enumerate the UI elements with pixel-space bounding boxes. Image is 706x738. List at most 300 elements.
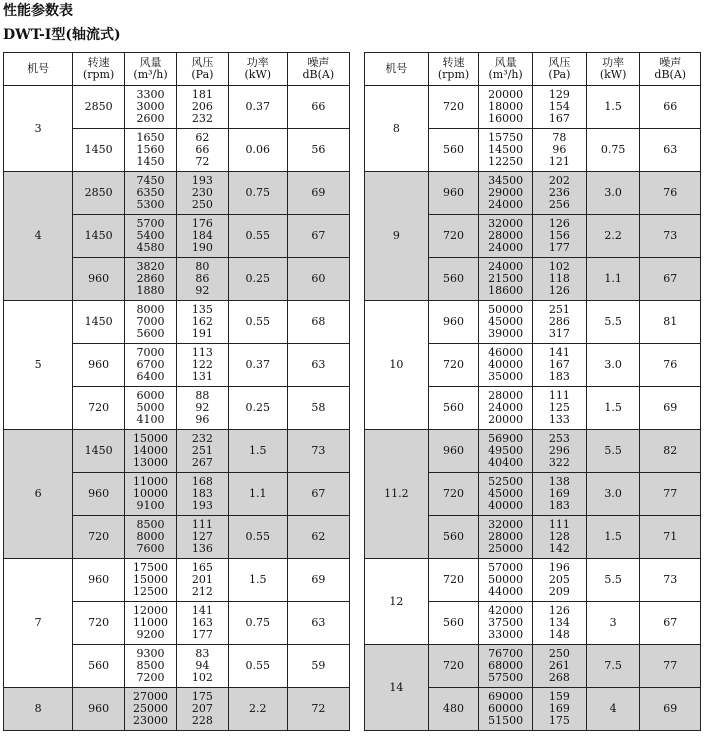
flow-value: 57000 — [488, 561, 524, 574]
noise-cell: 69 — [640, 387, 701, 430]
pressure-value: 317 — [548, 327, 570, 340]
pressure-value: 142 — [548, 542, 570, 555]
pressure-value: 165 — [191, 561, 213, 574]
speed-cell: 960 — [428, 301, 478, 344]
pressure-value: 113 — [191, 346, 213, 359]
pressure-value: 86 — [195, 272, 210, 285]
flow-cell — [479, 387, 533, 430]
model-number-cell: 11.2 — [365, 430, 429, 559]
flow-value: 4100 — [136, 413, 165, 426]
column-header — [365, 53, 429, 86]
flow-value: 25000 — [133, 702, 169, 715]
pressure-value: 125 — [548, 401, 570, 414]
flow-value: 23000 — [133, 714, 169, 727]
pressure-value: 126 — [548, 284, 570, 297]
column-header-unit: dB(A) — [302, 68, 335, 81]
speed-cell: 960 — [73, 473, 125, 516]
flow-value: 7450 — [136, 174, 165, 187]
table-header — [4, 53, 350, 86]
flow-value: 32000 — [488, 217, 524, 230]
speed-cell: 960 — [73, 344, 125, 387]
column-header-label: 转速 — [87, 56, 110, 69]
speed-cell: 560 — [428, 258, 478, 301]
flow-value: 6700 — [136, 358, 165, 371]
pressure-value: 154 — [548, 100, 570, 113]
pressure-value: 177 — [191, 628, 213, 641]
speed-cell: 2850 — [73, 172, 125, 215]
column-header-label: 转速 — [442, 56, 465, 69]
pressure-value: 250 — [191, 198, 213, 211]
power-cell: 0.55 — [228, 516, 287, 559]
pressure-value: 250 — [548, 647, 570, 660]
flow-value: 7200 — [136, 671, 165, 684]
speed-cell: 960 — [73, 258, 125, 301]
table-row — [4, 86, 350, 129]
pressure-value: 135 — [191, 303, 213, 316]
noise-cell: 67 — [287, 473, 349, 516]
pressure-cell — [176, 344, 228, 387]
speed-cell: 720 — [73, 602, 125, 645]
flow-value: 69000 — [488, 690, 524, 703]
flow-cell — [479, 430, 533, 473]
pressure-value: 126 — [548, 604, 570, 617]
flow-cell — [125, 344, 177, 387]
speed-cell: 1450 — [73, 301, 125, 344]
flow-value: 33000 — [488, 628, 524, 641]
flow-value: 45000 — [488, 315, 524, 328]
page-subtitle: DWT-I型(轴流式) — [3, 27, 121, 43]
flow-value: 5700 — [136, 217, 165, 230]
pressure-cell — [532, 688, 586, 731]
pressure-cell — [532, 215, 586, 258]
noise-cell: 77 — [640, 645, 701, 688]
pressure-value: 228 — [191, 714, 213, 727]
flow-value: 35000 — [488, 370, 524, 383]
speed-cell: 2850 — [73, 86, 125, 129]
model-number-cell: 6 — [4, 430, 73, 559]
flow-value: 9200 — [136, 628, 165, 641]
column-header — [479, 53, 533, 86]
flow-value: 18000 — [488, 100, 524, 113]
flow-cell — [125, 688, 177, 731]
power-cell: 0.06 — [228, 129, 287, 172]
speed-cell: 720 — [73, 387, 125, 430]
flow-value: 8000 — [136, 530, 165, 543]
pressure-value: 181 — [191, 88, 213, 101]
pressure-cell — [176, 258, 228, 301]
table-row — [365, 430, 701, 473]
pressure-cell — [176, 645, 228, 688]
model-number-cell: 7 — [4, 559, 73, 688]
speed-cell: 720 — [428, 86, 478, 129]
pressure-value: 296 — [548, 444, 570, 457]
power-cell: 0.75 — [228, 602, 287, 645]
flow-value: 7000 — [136, 346, 165, 359]
speed-cell: 720 — [428, 344, 478, 387]
flow-value: 6400 — [136, 370, 165, 383]
noise-cell: 66 — [640, 86, 701, 129]
flow-cell — [125, 86, 177, 129]
speed-cell: 1450 — [73, 129, 125, 172]
flow-value: 40000 — [488, 358, 524, 371]
pressure-value: 126 — [548, 217, 570, 230]
pressure-cell — [176, 602, 228, 645]
power-cell: 0.55 — [228, 301, 287, 344]
column-header-unit: (m³/h) — [133, 68, 168, 81]
noise-cell: 69 — [287, 559, 349, 602]
noise-cell: 69 — [287, 172, 349, 215]
noise-cell: 56 — [287, 129, 349, 172]
pressure-value: 183 — [548, 370, 570, 383]
flow-value: 3820 — [136, 260, 165, 273]
flow-cell — [125, 516, 177, 559]
noise-cell: 67 — [640, 602, 701, 645]
pressure-value: 209 — [548, 585, 570, 598]
speed-cell: 720 — [73, 516, 125, 559]
power-cell: 0.25 — [228, 387, 287, 430]
flow-value: 56900 — [488, 432, 524, 445]
pressure-value: 206 — [191, 100, 213, 113]
pressure-value: 184 — [191, 229, 213, 242]
flow-value: 8000 — [136, 303, 165, 316]
flow-value: 15000 — [133, 432, 169, 445]
spec-table-left — [3, 52, 350, 731]
pressure-value: 183 — [191, 487, 213, 500]
flow-value: 6350 — [136, 186, 165, 199]
flow-cell — [479, 344, 533, 387]
pressure-value: 191 — [191, 327, 213, 340]
column-header-label: 风量 — [139, 56, 162, 69]
power-cell: 1.1 — [228, 473, 287, 516]
pressure-cell — [532, 602, 586, 645]
pressure-value: 136 — [191, 542, 213, 555]
speed-cell: 560 — [428, 387, 478, 430]
noise-cell: 77 — [640, 473, 701, 516]
flow-cell — [479, 473, 533, 516]
flow-value: 27000 — [133, 690, 169, 703]
flow-value: 1450 — [136, 155, 165, 168]
pressure-value: 163 — [191, 616, 213, 629]
pressure-value: 138 — [548, 475, 570, 488]
model-number-cell: 5 — [4, 301, 73, 430]
pressure-value: 141 — [191, 604, 213, 617]
pressure-value: 131 — [191, 370, 213, 383]
power-cell: 0.75 — [586, 129, 640, 172]
pressure-value: 111 — [191, 518, 213, 531]
pressure-value: 177 — [548, 241, 570, 254]
power-cell: 3 — [586, 602, 640, 645]
speed-cell: 560 — [428, 129, 478, 172]
speed-cell: 960 — [428, 430, 478, 473]
pressure-cell — [532, 344, 586, 387]
column-header-unit: dB(A) — [654, 68, 687, 81]
pressure-cell — [176, 473, 228, 516]
pressure-value: 94 — [195, 659, 210, 672]
pressure-value: 127 — [191, 530, 213, 543]
pressure-value: 193 — [191, 174, 213, 187]
flow-cell — [125, 301, 177, 344]
flow-cell — [125, 215, 177, 258]
flow-cell — [479, 516, 533, 559]
column-header-unit: (kW) — [244, 68, 272, 81]
flow-value: 12000 — [133, 604, 169, 617]
flow-value: 28000 — [488, 389, 524, 402]
noise-cell: 81 — [640, 301, 701, 344]
table-body — [4, 86, 350, 731]
flow-cell — [479, 301, 533, 344]
speed-cell: 1450 — [73, 215, 125, 258]
flow-value: 46000 — [488, 346, 524, 359]
flow-value: 14500 — [488, 143, 524, 156]
flow-value: 5300 — [136, 198, 165, 211]
flow-value: 12500 — [133, 585, 169, 598]
flow-value: 25000 — [488, 542, 524, 555]
power-cell: 0.37 — [228, 86, 287, 129]
flow-value: 68000 — [488, 659, 524, 672]
flow-value: 7600 — [136, 542, 165, 555]
table-header — [365, 53, 701, 86]
table-row — [4, 172, 350, 215]
pressure-value: 128 — [548, 530, 570, 543]
noise-cell: 71 — [640, 516, 701, 559]
noise-cell: 63 — [640, 129, 701, 172]
flow-cell — [479, 258, 533, 301]
pressure-value: 92 — [195, 401, 210, 414]
flow-value: 2860 — [136, 272, 165, 285]
flow-value: 24000 — [488, 260, 524, 273]
speed-cell: 960 — [428, 172, 478, 215]
column-header — [640, 53, 701, 86]
power-cell: 3.0 — [586, 473, 640, 516]
pressure-value: 205 — [548, 573, 570, 586]
pressure-value: 261 — [548, 659, 570, 672]
model-number-cell: 3 — [4, 86, 73, 172]
flow-value: 4580 — [136, 241, 165, 254]
flow-value: 52500 — [488, 475, 524, 488]
noise-cell: 60 — [287, 258, 349, 301]
column-header — [228, 53, 287, 86]
pressure-value: 193 — [191, 499, 213, 512]
model-number-cell: 9 — [365, 172, 429, 301]
power-cell: 5.5 — [586, 559, 640, 602]
flow-value: 32000 — [488, 518, 524, 531]
pressure-value: 88 — [195, 389, 210, 402]
flow-value: 9100 — [136, 499, 165, 512]
flow-value: 44000 — [488, 585, 524, 598]
flow-value: 11000 — [133, 616, 169, 629]
table-row — [365, 172, 701, 215]
flow-value: 8500 — [136, 518, 165, 531]
column-header-unit: (rpm) — [437, 68, 470, 81]
pressure-cell — [532, 172, 586, 215]
pressure-value: 268 — [548, 671, 570, 684]
pressure-cell — [176, 129, 228, 172]
flow-value: 9300 — [136, 647, 165, 660]
flow-value: 37500 — [488, 616, 524, 629]
column-header — [428, 53, 478, 86]
flow-value: 1560 — [136, 143, 165, 156]
power-cell: 1.1 — [586, 258, 640, 301]
column-header-label: 噪声 — [659, 56, 682, 69]
noise-cell: 67 — [287, 215, 349, 258]
flow-cell — [479, 688, 533, 731]
flow-value: 42000 — [488, 604, 524, 617]
pressure-cell — [176, 688, 228, 731]
speed-cell: 720 — [428, 215, 478, 258]
pressure-value: 176 — [191, 217, 213, 230]
pressure-value: 251 — [191, 444, 213, 457]
table-row — [365, 301, 701, 344]
power-cell: 0.25 — [228, 258, 287, 301]
pressure-value: 92 — [195, 284, 210, 297]
noise-cell: 63 — [287, 602, 349, 645]
pressure-value: 80 — [195, 260, 210, 273]
pressure-value: 322 — [548, 456, 570, 469]
flow-value: 20000 — [488, 88, 524, 101]
column-header-label: 机号 — [385, 62, 408, 75]
pressure-value: 72 — [195, 155, 210, 168]
column-header-unit: (Pa) — [548, 68, 571, 81]
noise-cell: 67 — [640, 258, 701, 301]
flow-value: 3300 — [136, 88, 165, 101]
pressure-value: 212 — [191, 585, 213, 598]
flow-value: 2600 — [136, 112, 165, 125]
flow-value: 24000 — [488, 241, 524, 254]
power-cell: 7.5 — [586, 645, 640, 688]
noise-cell: 73 — [640, 215, 701, 258]
power-cell: 5.5 — [586, 430, 640, 473]
pressure-value: 66 — [195, 143, 210, 156]
flow-cell — [125, 602, 177, 645]
power-cell: 0.55 — [228, 215, 287, 258]
column-header-unit: (m³/h) — [488, 68, 523, 81]
noise-cell: 76 — [640, 172, 701, 215]
pressure-value: 232 — [191, 432, 213, 445]
column-header-label: 风压 — [191, 56, 214, 69]
column-header-label: 风量 — [494, 56, 517, 69]
pressure-value: 118 — [548, 272, 570, 285]
speed-cell: 960 — [73, 688, 125, 731]
noise-cell: 59 — [287, 645, 349, 688]
pressure-value: 236 — [548, 186, 570, 199]
table-body — [365, 86, 701, 731]
flow-value: 1650 — [136, 131, 165, 144]
table-row — [365, 645, 701, 688]
flow-value: 5000 — [136, 401, 165, 414]
pressure-cell — [176, 559, 228, 602]
column-header-label: 噪声 — [307, 56, 330, 69]
pressure-value: 122 — [191, 358, 213, 371]
pressure-value: 230 — [191, 186, 213, 199]
noise-cell: 68 — [287, 301, 349, 344]
model-number-cell: 10 — [365, 301, 429, 430]
pressure-cell — [532, 516, 586, 559]
column-header — [4, 53, 73, 86]
pressure-value: 134 — [548, 616, 570, 629]
noise-cell: 66 — [287, 86, 349, 129]
pressure-value: 121 — [548, 155, 570, 168]
speed-cell: 560 — [428, 602, 478, 645]
flow-cell — [479, 559, 533, 602]
noise-cell: 73 — [640, 559, 701, 602]
pressure-value: 148 — [548, 628, 570, 641]
speed-cell: 1450 — [73, 430, 125, 473]
model-number-cell: 14 — [365, 645, 429, 731]
flow-value: 76700 — [488, 647, 524, 660]
pressure-cell — [532, 430, 586, 473]
flow-cell — [125, 258, 177, 301]
model-number-cell: 8 — [365, 86, 429, 172]
pressure-cell — [176, 86, 228, 129]
pressure-value: 253 — [548, 432, 570, 445]
noise-cell: 62 — [287, 516, 349, 559]
flow-cell — [125, 645, 177, 688]
flow-cell — [479, 172, 533, 215]
pressure-value: 159 — [548, 690, 570, 703]
flow-cell — [125, 129, 177, 172]
pressure-value: 202 — [548, 174, 570, 187]
flow-value: 29000 — [488, 186, 524, 199]
noise-cell: 82 — [640, 430, 701, 473]
column-header — [176, 53, 228, 86]
pressure-value: 201 — [191, 573, 213, 586]
flow-value: 34500 — [488, 174, 524, 187]
flow-value: 15000 — [133, 573, 169, 586]
table-row — [4, 301, 350, 344]
flow-cell — [125, 473, 177, 516]
pressure-value: 232 — [191, 112, 213, 125]
pressure-value: 96 — [195, 413, 210, 426]
pressure-value: 78 — [552, 131, 567, 144]
power-cell: 2.2 — [228, 688, 287, 731]
flow-value: 17500 — [133, 561, 169, 574]
flow-value: 7000 — [136, 315, 165, 328]
column-header — [73, 53, 125, 86]
flow-value: 28000 — [488, 229, 524, 242]
flow-value: 28000 — [488, 530, 524, 543]
table-row — [365, 86, 701, 129]
flow-value: 49500 — [488, 444, 524, 457]
flow-value: 18600 — [488, 284, 524, 297]
column-header-label: 机号 — [27, 62, 50, 75]
pressure-cell — [176, 516, 228, 559]
flow-value: 60000 — [488, 702, 524, 715]
page-title: 性能参数表 — [3, 3, 73, 19]
pressure-value: 167 — [548, 358, 570, 371]
flow-value: 50000 — [488, 303, 524, 316]
pressure-value: 167 — [548, 112, 570, 125]
speed-cell: 960 — [73, 559, 125, 602]
column-header-unit: (Pa) — [191, 68, 214, 81]
flow-cell — [125, 559, 177, 602]
pressure-cell — [176, 387, 228, 430]
flow-value: 14000 — [133, 444, 169, 457]
model-number-cell: 4 — [4, 172, 73, 301]
pressure-value: 251 — [548, 303, 570, 316]
flow-value: 39000 — [488, 327, 524, 340]
pressure-cell — [532, 86, 586, 129]
flow-value: 40000 — [488, 499, 524, 512]
flow-value: 12250 — [488, 155, 524, 168]
flow-value: 8500 — [136, 659, 165, 672]
flow-value: 40400 — [488, 456, 524, 469]
power-cell: 0.75 — [228, 172, 287, 215]
column-header-label: 功率 — [602, 56, 625, 69]
pressure-value: 141 — [548, 346, 570, 359]
flow-cell — [479, 215, 533, 258]
pressure-value: 169 — [548, 702, 570, 715]
flow-value: 50000 — [488, 573, 524, 586]
